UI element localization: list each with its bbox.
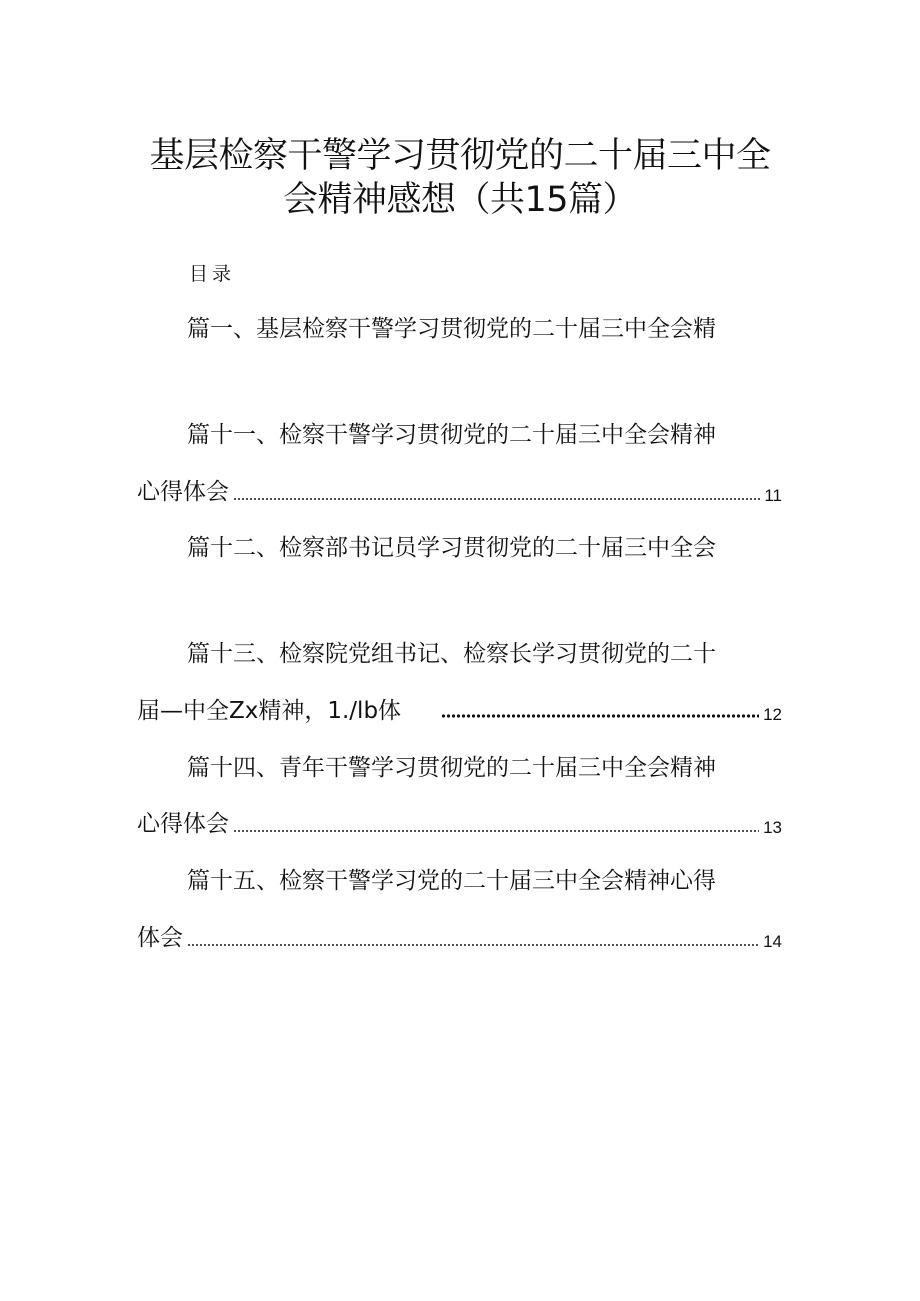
- toc-entry-4-page-number: 12: [763, 705, 782, 724]
- toc-entry-1-line-1: 篇一、基层检察干警学习贯彻党的二十届三中全会精: [187, 316, 716, 342]
- toc-entry-2-page-number: 11: [764, 486, 782, 505]
- toc-entry-4-line-1: 篇十三、检察院党组书记、检察长学习贯彻党的二十: [187, 641, 716, 667]
- toc-entry-6-line-2: [137, 923, 782, 953]
- toc-entry-5-page-number: 13: [763, 818, 782, 837]
- toc-entry-2-text: 心得体会: [137, 479, 229, 505]
- toc-heading: 目录: [189, 263, 236, 285]
- toc-entry-4-text: 届—中全Zx精神，1./lb体: [137, 698, 402, 724]
- document-title-line-1: 基层检察干警学习贯彻党的二十届三中全: [149, 136, 771, 176]
- toc-entry-2-line-2: [137, 477, 782, 507]
- toc-entry-6-line-1: 篇十五、检察干警学习党的二十届三中全会精神心得: [187, 868, 716, 894]
- document-title-line-2: 会精神感想（共15篇）: [282, 180, 638, 220]
- toc-leader-dots: [441, 714, 759, 718]
- toc-leader-dots: [187, 944, 759, 946]
- toc-entry-4-line-2: [137, 696, 782, 726]
- toc-entry-5-line-1: 篇十四、青年干警学习贯彻党的二十届三中全会精神: [187, 755, 716, 781]
- toc-entry-6-page-number: 14: [763, 932, 782, 951]
- toc-entry-5-line-2: [137, 809, 782, 839]
- toc-entry-3-line-1: 篇十二、检察部书记员学习贯彻党的二十届三中全会: [187, 535, 716, 561]
- toc-leader-dots: [233, 498, 760, 500]
- toc-leader-dots: [233, 830, 759, 832]
- toc-entry-6-text: 体会: [137, 925, 183, 951]
- toc-entry-2-line-1: 篇十一、检察干警学习贯彻党的二十届三中全会精神: [187, 422, 716, 448]
- toc-entry-5-text: 心得体会: [137, 811, 229, 837]
